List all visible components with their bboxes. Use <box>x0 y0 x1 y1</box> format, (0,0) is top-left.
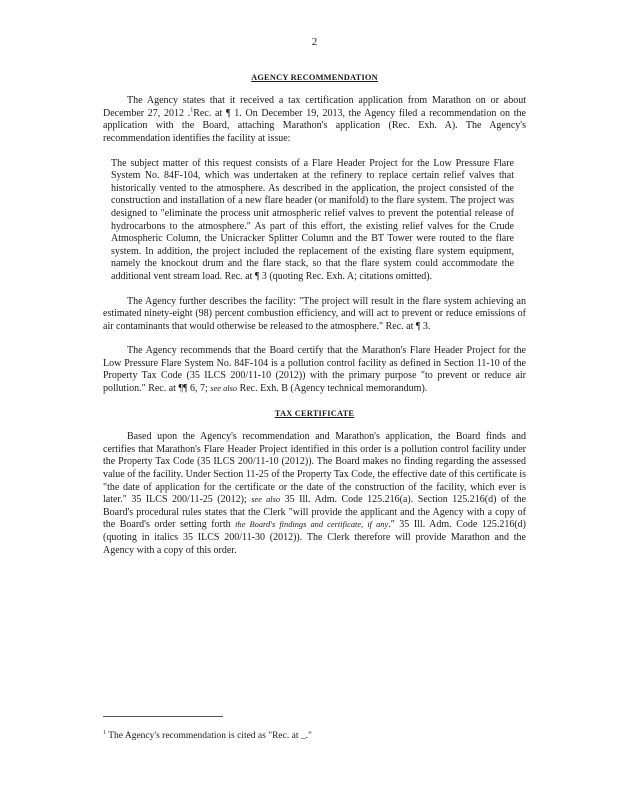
para-text: 35 Ill. Adm. Code 125.216(a). Section 125.216(d) of the Board's procedural rules states that the Clerk "will provide the applicant and the Agency with a copy of the Board's order setting forth <box>103 494 527 531</box>
heading-text: AGENCY RECOMMENDATION <box>251 72 378 82</box>
findings-italic: the Board's findings and certificate, if any <box>235 520 389 530</box>
agency-recommends-paragraph <box>103 345 526 395</box>
para-text: Rec. at ¶ 1. On December 19, 2013, the Agency filed a recommendation on the application with the Board, attaching Marathon's application (Rec. Exh. A). The Agency's recommendation identifies the facility at issue: <box>103 107 526 144</box>
footnote-text: The Agency's recommendation is cited as "Rec. at _." <box>108 731 312 741</box>
para-text: Based upon the Agency's recommendation and Marathon's application, the Board finds and certifies that Marathon's Flare Header Project identified in this order is a pollution control facility under the Property Tax Code (35 ILCS 200/11-10 (2012)). The Board makes no finding regarding the assessed value of the facility. Under Section 11-25 of the Property Tax Code, the effective date of this certificate is "the date of application for the certificate or the date of the construction of the facility, which ever is later." 35 ILCS 200/11-25 (2012); <box>103 431 526 506</box>
footnote-divider <box>103 716 223 717</box>
para-text: The Agency states that it received a tax certification application from Marathon on or about December 27, 2012 . <box>103 95 526 119</box>
footnote-number: 1 <box>103 729 106 736</box>
footnote-marker: 1 <box>190 107 194 114</box>
agency-description-paragraph: The Agency further describes the facility: "The project will result in the flare system achieving an estimated ninety-eight (98) percent combustion efficiency, and will act to prevent or reduce emissions of air contaminants that would otherwise be released to the atmosphere." Rec. at ¶ 3. <box>103 295 526 332</box>
facility-block-quote: The subject matter of this request consists of a Flare Header Project for the Low Pressure Flare System No. 84F-104, which was undertaken at the refinery to replace certain relief valves that historically vented to the atmosphere. As described in the application, the project consisted of the construction and installation of a new flare header (or manifold) to the flare system. The project was designed to "eliminate the process unit atmospheric relief valves to prevent the potential release of hydrocarbons to the atmosphere." As part of this effort, the existing relief valves for the Crude Atmospheric Column, the Unicracker Splitter Column and the BT Tower were routed to the flare system. In addition, the project included the replacement of the existing flare system equipment, namely the knockout drum and the flare stack, so that the flare system could accommodate the additional vent stream load. Rec. at ¶ 3 (quoting Rec. Exh. A; citations omitted). <box>111 157 514 282</box>
agency-intro-paragraph <box>103 95 526 145</box>
heading-text: TAX CERTIFICATE <box>274 408 355 418</box>
see-also-italic: see also <box>210 384 238 394</box>
tax-certificate-paragraph <box>103 431 526 557</box>
para-text: Rec. Exh. B (Agency technical memorandum). <box>239 383 428 395</box>
tax-certificate-heading <box>103 408 526 421</box>
see-also-italic: see also <box>251 495 281 505</box>
para-text: The Agency recommends that the Board certify that the Marathon's Flare Header Project for the Low Pressure Flare System No. 84F-104 is a pollution control facility as defined in Section 11-10 of the Property Tax Code (35 ILCS 200/11-10 (2012)) with the primary purpose "to prevent or reduce air pollution." Rec. at ¶¶ 6, 7; <box>103 345 526 395</box>
para-text: ." 35 Ill. Adm. Code 125.216(d) (quoting in italics 35 ILCS 200/11-30 (2012)). The Clerk therefore will provide Marathon and the Agency with a copy of this order. <box>103 519 527 556</box>
page-number: 2 <box>311 36 318 48</box>
footnote <box>103 730 526 743</box>
agency-recommendation-heading <box>103 72 526 85</box>
